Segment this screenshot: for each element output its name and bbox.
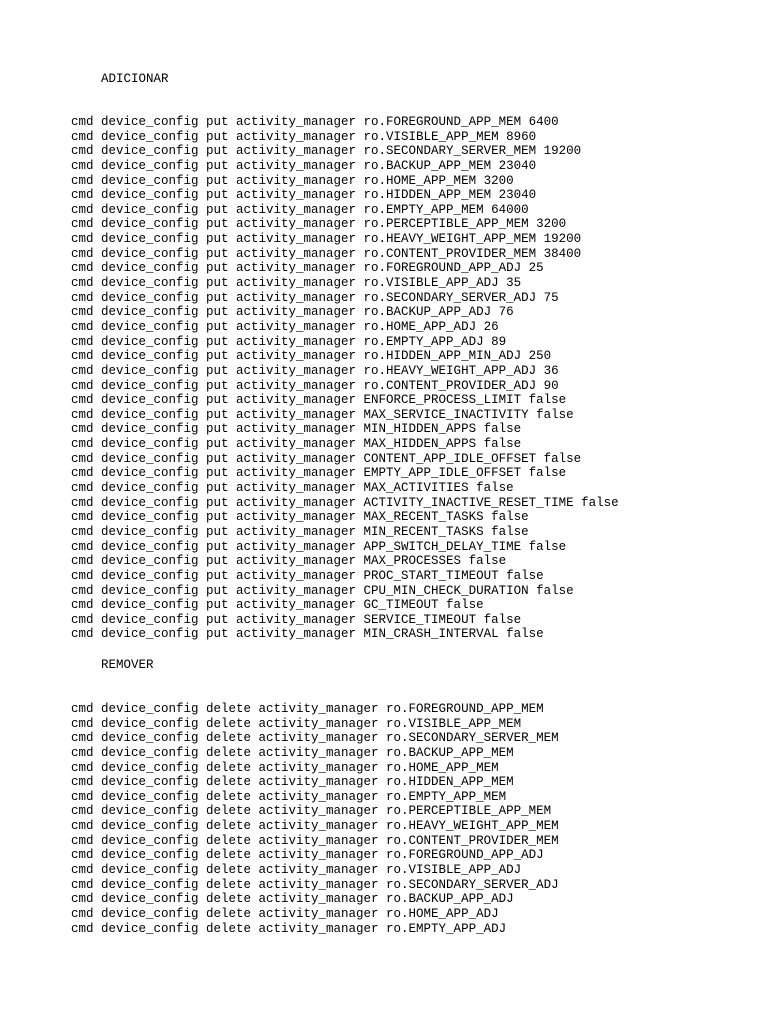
command-line: cmd device_config delete activity_manager ro.PERCEPTIBLE_APP_MEM bbox=[71, 804, 552, 819]
command-line: cmd device_config put activity_manager MIN_RECENT_TASKS false bbox=[71, 524, 529, 539]
command-line: cmd device_config put activity_manager CONTENT_APP_IDLE_OFFSET false bbox=[71, 451, 582, 466]
command-line: cmd device_config put activity_manager ro.HOME_APP_ADJ 26 bbox=[71, 319, 499, 334]
command-line: cmd device_config delete activity_manager ro.FOREGROUND_APP_ADJ bbox=[71, 848, 544, 863]
command-line: cmd device_config put activity_manager MAX_ACTIVITIES false bbox=[71, 481, 514, 496]
add-commands-block bbox=[71, 115, 619, 642]
command-line: cmd device_config put activity_manager ro.BACKUP_APP_ADJ 76 bbox=[71, 305, 514, 320]
command-line: cmd device_config put activity_manager ro.BACKUP_APP_MEM 23040 bbox=[71, 158, 537, 173]
command-line: cmd device_config delete activity_manager ro.HEAVY_WEIGHT_APP_MEM bbox=[71, 819, 559, 834]
command-line: cmd device_config put activity_manager ro.HEAVY_WEIGHT_APP_ADJ 36 bbox=[71, 363, 559, 378]
command-line: cmd device_config delete activity_manager ro.EMPTY_APP_MEM bbox=[71, 789, 507, 804]
command-line: cmd device_config put activity_manager EMPTY_APP_IDLE_OFFSET false bbox=[71, 466, 567, 481]
command-line: cmd device_config put activity_manager APP_SWITCH_DELAY_TIME false bbox=[71, 539, 567, 554]
remove-commands-block bbox=[71, 702, 559, 936]
command-line: cmd device_config put activity_manager PROC_START_TIMEOUT false bbox=[71, 568, 544, 583]
command-line: cmd device_config delete activity_manager ro.CONTENT_PROVIDER_MEM bbox=[71, 833, 559, 848]
command-line: cmd device_config put activity_manager MAX_RECENT_TASKS false bbox=[71, 510, 529, 525]
command-line: cmd device_config put activity_manager MIN_CRASH_INTERVAL false bbox=[71, 627, 544, 642]
command-line: cmd device_config delete activity_manager ro.BACKUP_APP_MEM bbox=[71, 745, 514, 760]
command-line: cmd device_config put activity_manager ro.EMPTY_APP_ADJ 89 bbox=[71, 334, 507, 349]
command-line: cmd device_config put activity_manager ro.PERCEPTIBLE_APP_MEM 3200 bbox=[71, 217, 567, 232]
command-line: cmd device_config delete activity_manager ro.HOME_APP_ADJ bbox=[71, 906, 499, 921]
command-line: cmd device_config delete activity_manager ro.BACKUP_APP_ADJ bbox=[71, 892, 514, 907]
command-line: cmd device_config put activity_manager ro.FOREGROUND_APP_MEM 6400 bbox=[71, 115, 559, 129]
command-line: cmd device_config put activity_manager ro.CONTENT_PROVIDER_ADJ 90 bbox=[71, 378, 559, 393]
command-line: cmd device_config put activity_manager ro.HEAVY_WEIGHT_APP_MEM 19200 bbox=[71, 232, 582, 247]
command-line: cmd device_config put activity_manager ro.HIDDEN_APP_MIN_ADJ 250 bbox=[71, 349, 552, 364]
command-line: cmd device_config put activity_manager ro.VISIBLE_APP_MEM 8960 bbox=[71, 129, 537, 144]
remove-section-heading: REMOVER bbox=[101, 658, 154, 672]
command-line: cmd device_config put activity_manager ro.CONTENT_PROVIDER_MEM 38400 bbox=[71, 246, 582, 261]
command-line: cmd device_config put activity_manager MIN_HIDDEN_APPS false bbox=[71, 422, 522, 437]
command-line: cmd device_config put activity_manager GC_TIMEOUT false bbox=[71, 598, 484, 613]
command-line: cmd device_config put activity_manager ro.FOREGROUND_APP_ADJ 25 bbox=[71, 261, 544, 276]
command-line: cmd device_config delete activity_manager ro.HOME_APP_MEM bbox=[71, 760, 499, 775]
command-line: cmd device_config put activity_manager ro.HIDDEN_APP_MEM 23040 bbox=[71, 188, 537, 203]
add-section-heading: ADICIONAR bbox=[101, 72, 169, 86]
command-line: cmd device_config put activity_manager SERVICE_TIMEOUT false bbox=[71, 612, 522, 627]
command-line: cmd device_config put activity_manager ro.SECONDARY_SERVER_MEM 19200 bbox=[71, 144, 582, 159]
command-line: cmd device_config put activity_manager ro.SECONDARY_SERVER_ADJ 75 bbox=[71, 290, 559, 305]
command-line: cmd device_config put activity_manager MAX_PROCESSES false bbox=[71, 554, 507, 569]
command-line: cmd device_config delete activity_manager ro.SECONDARY_SERVER_ADJ bbox=[71, 877, 559, 892]
command-line: cmd device_config delete activity_manager ro.EMPTY_APP_ADJ bbox=[71, 921, 507, 936]
command-line: cmd device_config delete activity_manager ro.VISIBLE_APP_ADJ bbox=[71, 863, 522, 878]
command-line: cmd device_config put activity_manager ro.EMPTY_APP_MEM 64000 bbox=[71, 202, 529, 217]
command-line: cmd device_config put activity_manager MAX_HIDDEN_APPS false bbox=[71, 437, 522, 452]
command-line: cmd device_config delete activity_manager ro.SECONDARY_SERVER_MEM bbox=[71, 731, 559, 746]
command-line: cmd device_config delete activity_manager ro.FOREGROUND_APP_MEM bbox=[71, 702, 544, 716]
command-line: cmd device_config put activity_manager ACTIVITY_INACTIVE_RESET_TIME false bbox=[71, 495, 619, 510]
command-line: cmd device_config put activity_manager ENFORCE_PROCESS_LIMIT false bbox=[71, 393, 567, 408]
command-line: cmd device_config delete activity_manager ro.HIDDEN_APP_MEM bbox=[71, 775, 514, 790]
command-line: cmd device_config put activity_manager ro.VISIBLE_APP_ADJ 35 bbox=[71, 276, 522, 291]
command-line: cmd device_config put activity_manager CPU_MIN_CHECK_DURATION false bbox=[71, 583, 574, 598]
command-line: cmd device_config put activity_manager MAX_SERVICE_INACTIVITY false bbox=[71, 407, 574, 422]
command-line: cmd device_config delete activity_manager ro.VISIBLE_APP_MEM bbox=[71, 716, 522, 731]
command-line: cmd device_config put activity_manager ro.HOME_APP_MEM 3200 bbox=[71, 173, 514, 188]
